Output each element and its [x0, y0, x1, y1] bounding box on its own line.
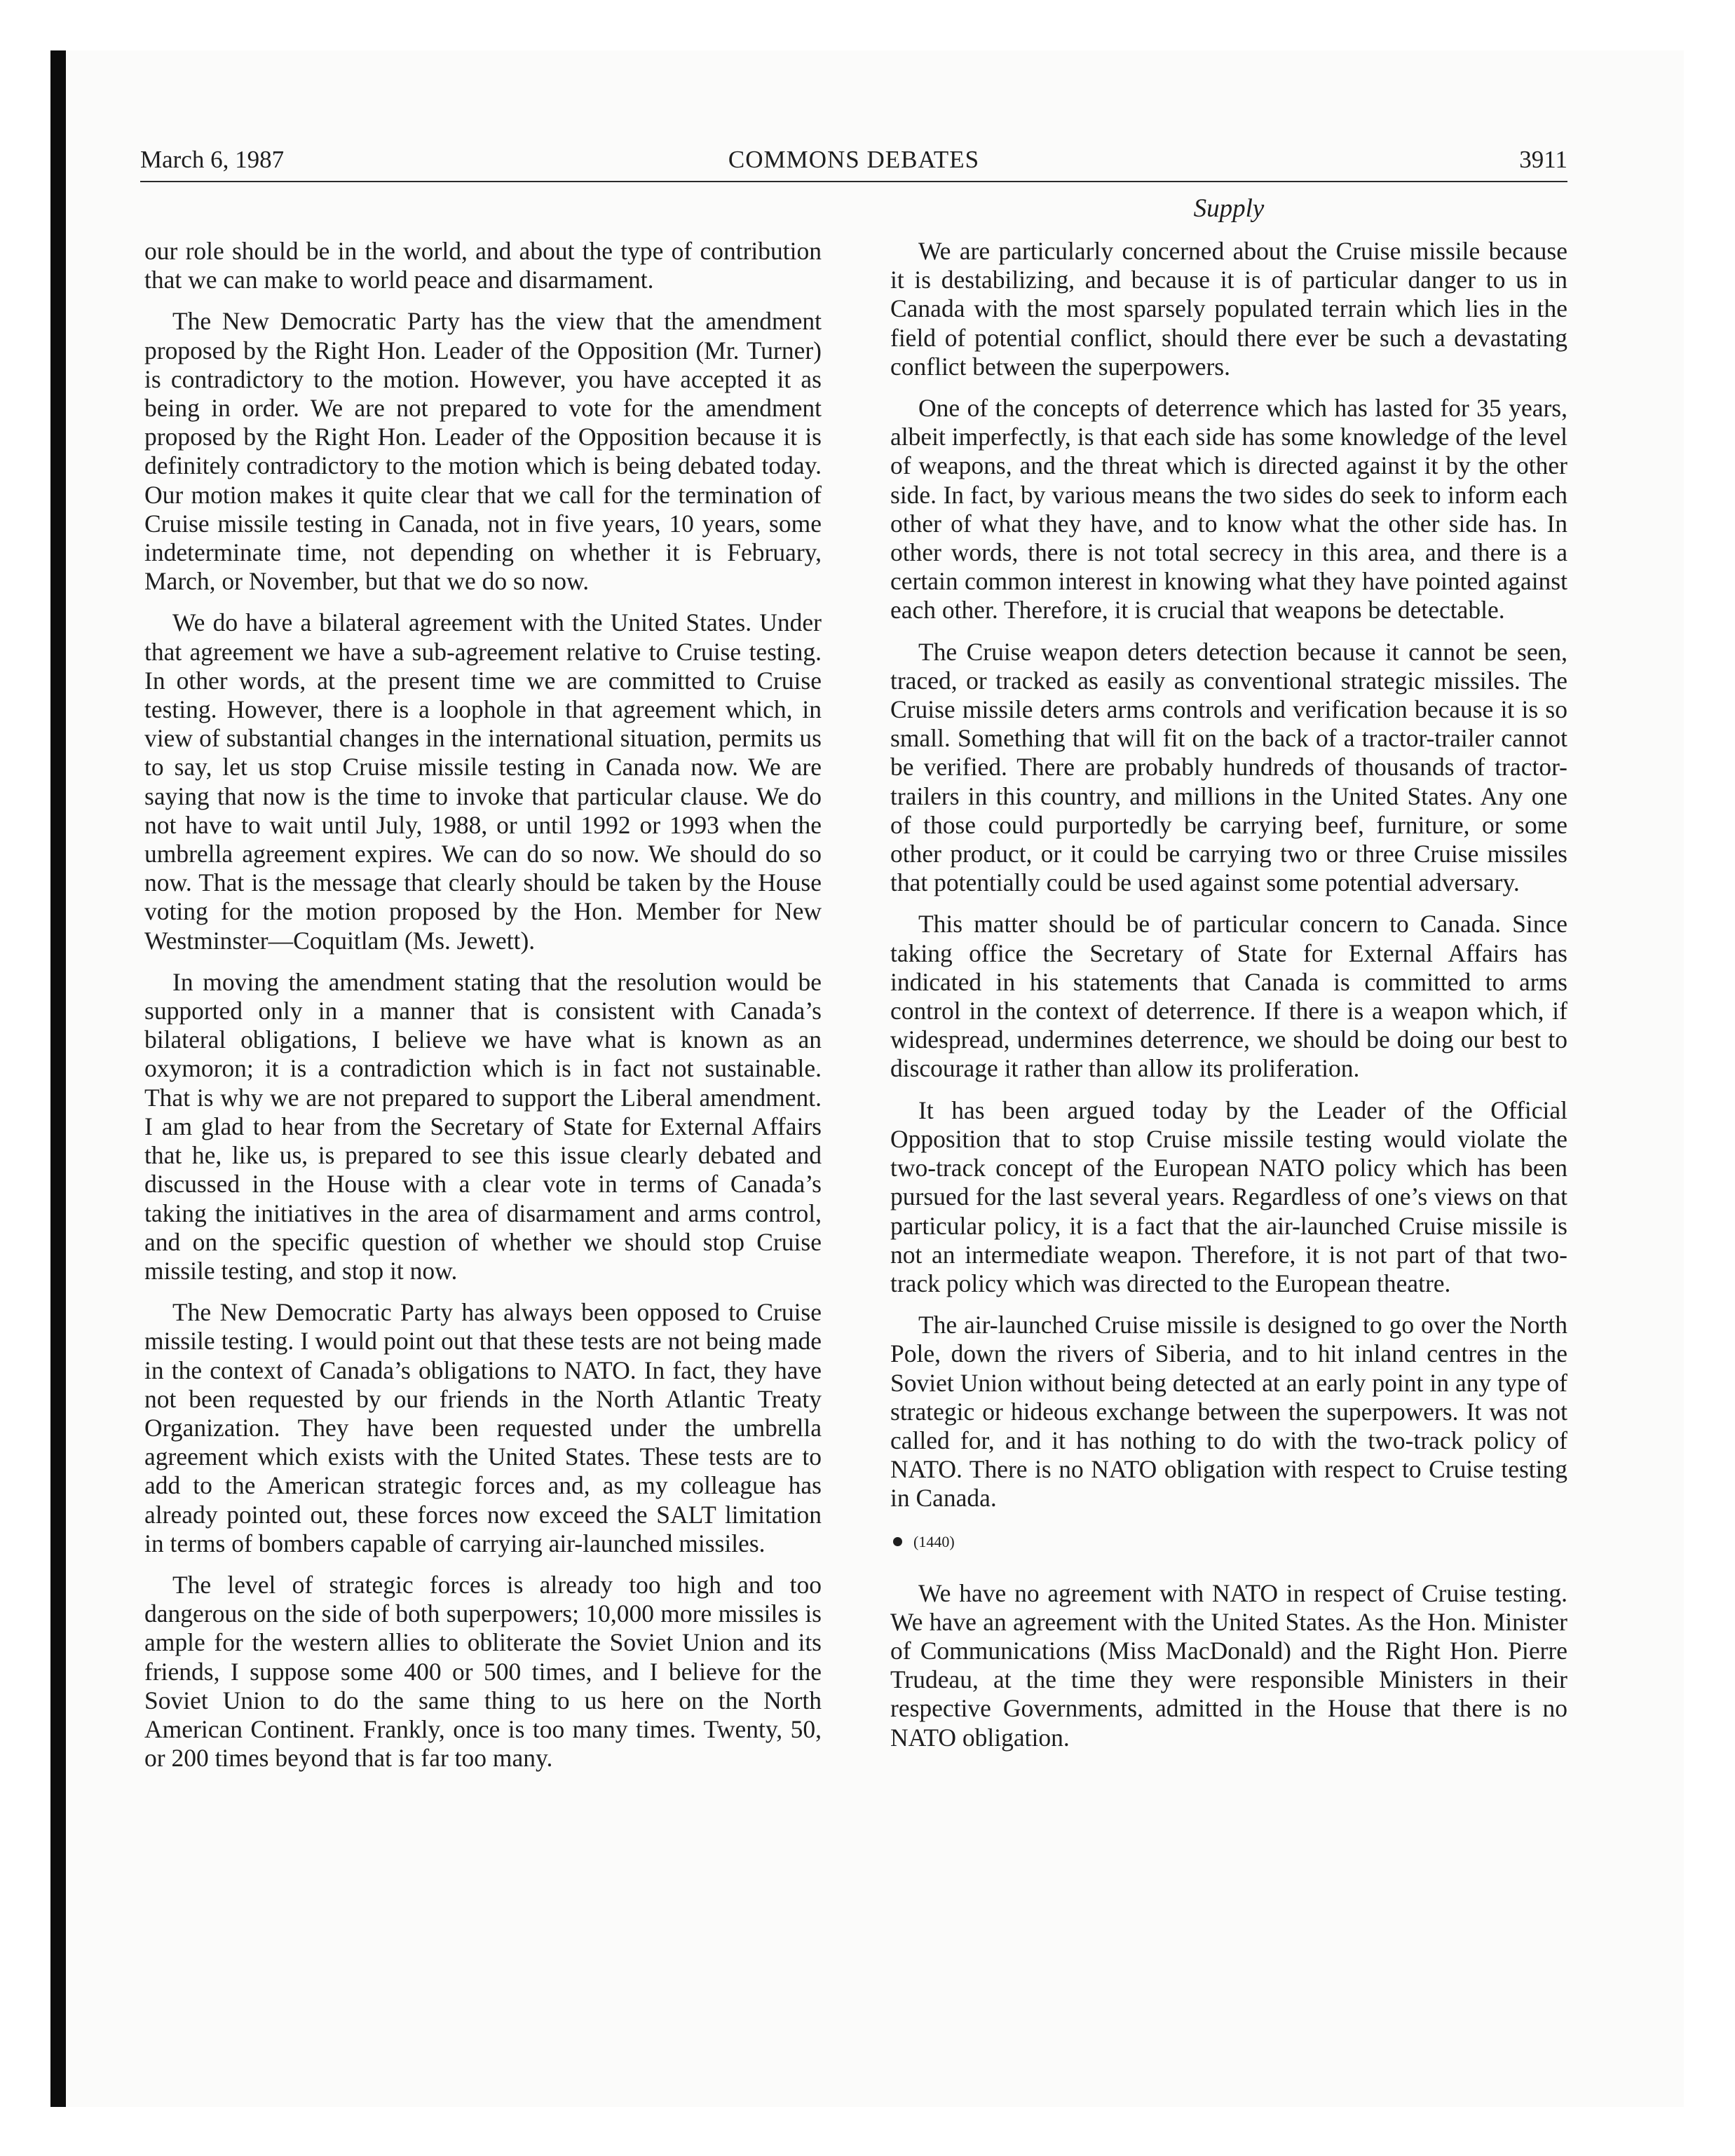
page-header: [140, 140, 1567, 182]
time-marker-label: (1440): [913, 1532, 955, 1550]
paragraph: The New Democratic Party has always been opposed to Cruise missile testing. I would point out that these tests are not being made in the context of Canada’s obligations to NATO. In fact, they have not been requested by our friends in the North Atlantic Treaty Organization. They have been requested under the umbrella agreement which exists with the United States. These tests are to add to the American strategic forces and, as my colleague has already pointed out, these forces now exceed the SALT limitation in terms of bombers capable of carrying air-launched missiles.: [144, 1298, 822, 1557]
paragraph: This matter should be of particular concern to Canada. Since taking office the Secretary of State for External Affairs has indicated in his statements that Canada is committed to arms control in the context of deterrence. If there is a weapon which, if widespread, undermines deterrence, we should be doing our best to discourage it rather than allow its proliferation.: [890, 910, 1567, 1083]
paragraph: It has been argued today by the Leader of the Official Opposition that to stop Cruise missile testing would violate the two-track concept of the European NATO policy which has been pursued for the last several years. Regardless of one’s views on that particular policy, it is a fact that the air-launched Cruise missile is not an intermediate weapon. Therefore, it is not part of that two-track policy which was directed to the European theatre.: [890, 1096, 1567, 1297]
paragraph: our role should be in the world, and about the type of contribution that we can make to world peace and disarmament.: [144, 237, 822, 294]
header-page-number: 3911: [1519, 146, 1567, 173]
paragraph: We do have a bilateral agreement with the United States. Under that agreement we have a sub-agreement relative to Cruise testing. In other words, at the present time we are committed to Cruise testing. However, there is a loophole in that agreement which, in view of substantial changes in the international situation, permits us to say, let us stop Cruise missile testing in Canada now. We are saying that now is the time to invoke that particular clause. We do not have to wait until July, 1988, or until 1992 or 1993 when the umbrella agreement expires. We can do so now. We should do so now. That is the message that clearly should be taken by the House voting for the motion proposed by the Hon. Member for New Westminster—Coquitlam (Ms. Jewett).: [144, 608, 822, 955]
right-column: [890, 237, 1567, 1765]
time-marker: [893, 1531, 1567, 1553]
header-date: March 6, 1987: [140, 146, 285, 173]
paragraph: The level of strategic forces is already too high and too dangerous on the side of both superpowers; 10,000 more missiles is ample for the western allies to obliterate the Soviet Union and its friends, I suppose some 400 or 500 times, and I believe for the Soviet Union to do the same thing to us here on the North American Continent. Frankly, once is too many times. Twenty, 50, or 200 times beyond that is far too many.: [144, 1570, 822, 1773]
paragraph: In moving the amendment stating that the resolution would be supported only in a manner that is consistent with Canada’s bilateral obligations, I believe we have what is known as an oxymoron; it is a contradiction which is in fact not sustainable. That is why we are not prepared to support the Liberal amendment. I am glad to hear from the Secretary of State for External Affairs that he, like us, is prepared to see this issue clearly debated and discussed in the House with a clear vote in terms of Canada’s taking the initiatives in the area of disarmament and arms control, and on the specific question of whether we should stop Cruise missile testing, and stop it now.: [144, 967, 822, 1285]
paragraph: One of the concepts of deterrence which has lasted for 35 years, albeit imperfectly, is that each side has some knowledge of the level of weapons, and the threat which is directed against it by the other side. In fact, by various means the two sides do seek to inform each other of what they have, and to know what the other side has. In other words, there is not total secrecy in this area, and there is a certain common interest in knowing what they have pointed against each other. Therefore, it is crucial that weapons be detectable.: [890, 394, 1567, 625]
paragraph: The air-launched Cruise missile is designed to go over the North Pole, down the rivers of Siberia, and to hit inland centres in the Soviet Union without being detected at an early point in any type of strategic or hideous exchange between the superpowers. It was not called for, and it has nothing to do with the two-track policy of NATO. There is no NATO obligation with respect to Cruise testing in Canada.: [890, 1311, 1567, 1513]
header-title: COMMONS DEBATES: [728, 146, 980, 173]
paragraph: We are particularly concerned about the Cruise missile because it is destabilizing, and because it is of particular danger to us in Canada with the most sparsely populated terrain which lies in the field of potential conflict, should there ever be such a devastating conflict between the superpowers.: [890, 237, 1567, 381]
bullet-icon: [893, 1537, 902, 1546]
left-column: [144, 237, 822, 1785]
paragraph: The Cruise weapon deters detection because it cannot be seen, traced, or tracked as easily as conventional strategic missiles. The Cruise missile deters arms controls and verification because it is so small. Something that will fit on the back of a tractor-trailer cannot be verified. There are probably hundreds of thousands of tractor-trailers in this country, and millions in the United States. Any one of those could purportedly be carrying beef, furniture, or some other product, or it could be carrying two or three Cruise missiles that potentially could be used against some potential adversary.: [890, 637, 1567, 897]
header-rule: [140, 181, 1567, 182]
running-head: Supply: [1193, 194, 1265, 223]
paragraph: We have no agreement with NATO in respect of Cruise testing. We have an agreement with the United States. As the Hon. Minister of Communications (Miss MacDonald) and the Right Hon. Pierre Trudeau, at the time they were responsible Ministers in their respective Governments, admitted in the House that there is no NATO obligation.: [890, 1578, 1567, 1752]
scan-edge-bar: [50, 50, 66, 2107]
paragraph: The New Democratic Party has the view that the amendment proposed by the Right Hon. Leader of the Opposition (Mr. Turner) is contradictory to the motion. However, you have accepted it as being in order. We are not prepared to vote for the amendment proposed by the Right Hon. Leader of the Opposition because it is definitely contradictory to the motion which is being debated today. Our motion makes it quite clear that we call for the termination of Cruise missile testing in Canada, not in five years, 10 years, some indeterminate time, not depending on whether it is February, March, or November, but that we do so now.: [144, 307, 822, 596]
